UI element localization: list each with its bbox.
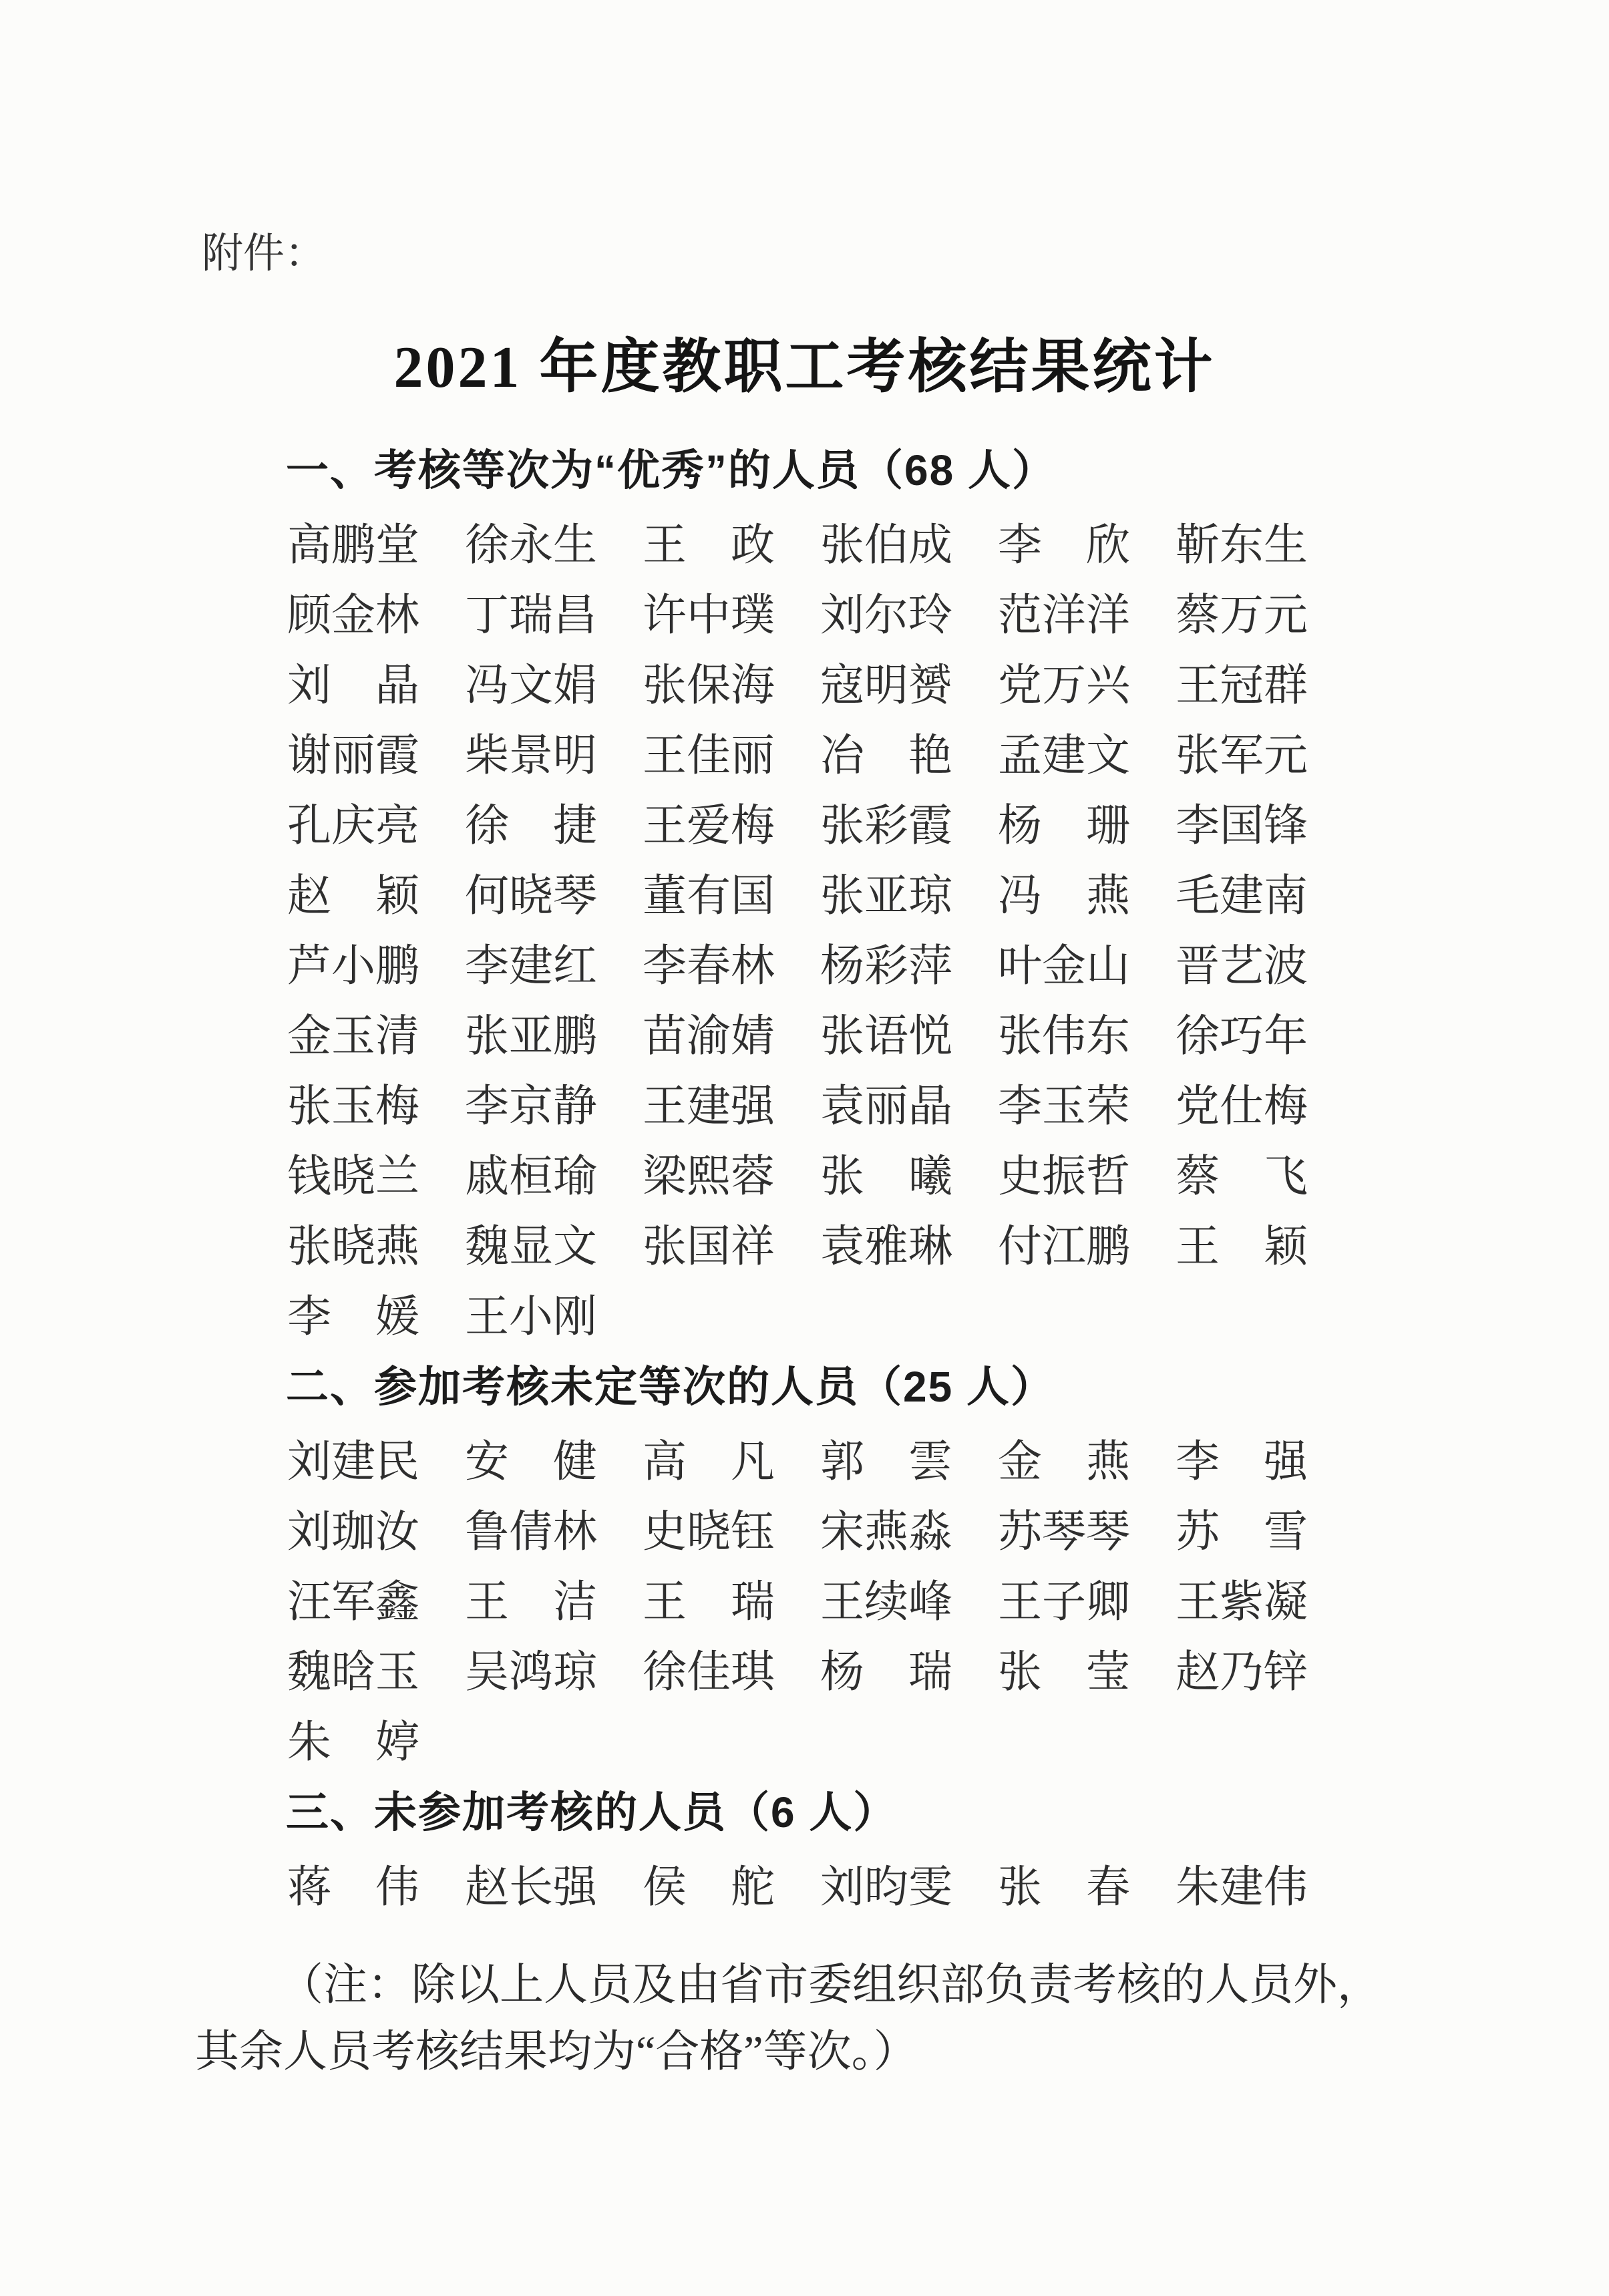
name-cell: 冯 燕: [998, 872, 1130, 921]
name-cell: 赵长强: [465, 1863, 597, 1912]
section-heading: 二、参加考核未定等次的人员（25 人）: [286, 1363, 1055, 1411]
name-cell: 史晓钰: [643, 1508, 775, 1556]
name-cell: 蔡万元: [1176, 591, 1308, 640]
name-cell: 魏显文: [465, 1222, 597, 1271]
name-cell: 蒋 伟: [287, 1863, 419, 1912]
name-cell: 张语悦: [820, 1012, 952, 1061]
name-cell: 高鹏堂: [287, 521, 419, 570]
name-cell: 朱 婷: [287, 1718, 419, 1767]
name-cell: 杨彩萍: [820, 942, 952, 991]
name-cell: 张伯成: [820, 521, 952, 570]
name-cell: 靳东生: [1176, 521, 1308, 570]
name-cell: 刘建民: [287, 1438, 419, 1486]
name-cell: 钱晓兰: [287, 1152, 419, 1201]
name-cell: 徐 捷: [465, 802, 597, 850]
name-cell: 冯文娟: [465, 661, 597, 710]
name-cell: 王 政: [643, 521, 775, 570]
name-cell: 刘昀雯: [820, 1863, 952, 1912]
name-cell: 杨 瑞: [820, 1648, 952, 1697]
name-cell: 柴景明: [465, 731, 597, 780]
name-cell: 宋燕淼: [820, 1508, 952, 1556]
name-cell: 王建强: [643, 1082, 775, 1131]
name-cell: 张 春: [998, 1863, 1130, 1912]
name-cell: 张军元: [1176, 731, 1308, 780]
name-grid: [287, 1852, 1609, 1923]
name-cell: 晋艺波: [1176, 942, 1308, 991]
name-cell: 刘珈汝: [287, 1508, 419, 1556]
name-cell: 李 媛: [287, 1293, 419, 1341]
name-cell: 张国祥: [643, 1222, 775, 1271]
name-cell: 李 强: [1176, 1438, 1308, 1486]
name-cell: 魏晗玉: [287, 1648, 419, 1697]
name-cell: 许中璞: [643, 591, 775, 640]
name-cell: 刘尔玲: [820, 591, 952, 640]
name-cell: 何晓琴: [465, 872, 597, 921]
name-cell: 吴鸿琼: [465, 1648, 597, 1697]
name-cell: 付江鹏: [998, 1222, 1130, 1271]
section-3: [0, 1778, 1609, 1923]
name-cell: 鲁倩林: [465, 1508, 597, 1556]
name-cell: 朱建伟: [1176, 1863, 1308, 1912]
name-cell: 侯 舵: [643, 1863, 775, 1912]
name-grid: [287, 510, 1609, 1352]
name-cell: 顾金林: [287, 591, 419, 640]
name-cell: 王紫凝: [1176, 1578, 1308, 1627]
name-cell: 王子卿: [998, 1578, 1130, 1627]
name-cell: 徐巧年: [1176, 1012, 1308, 1061]
name-cell: 李国锋: [1176, 802, 1308, 850]
name-cell: 梁熙蓉: [643, 1152, 775, 1201]
name-cell: 苗渝婧: [643, 1012, 775, 1061]
name-cell: 毛建南: [1176, 872, 1308, 921]
name-cell: 孟建文: [998, 731, 1130, 780]
name-cell: 赵 颖: [287, 872, 419, 921]
name-cell: 范洋洋: [998, 591, 1130, 640]
name-cell: 寇明赟: [820, 661, 952, 710]
name-cell: 金玉清: [287, 1012, 419, 1061]
name-cell: 李 欣: [998, 521, 1130, 570]
name-grid: [287, 1427, 1609, 1778]
note-paragraph: （注：除以上人员及由省市委组织部负责考核的人员外，其余人员考核结果均为“合格”等次。）: [195, 1961, 1381, 2076]
name-cell: 史振哲: [998, 1152, 1130, 1201]
name-cell: 袁雅琳: [820, 1222, 952, 1271]
sections-container: [0, 436, 1609, 1923]
name-cell: 董有国: [643, 872, 775, 921]
name-cell: 袁丽晶: [820, 1082, 952, 1131]
name-cell: 郭 雲: [820, 1438, 952, 1486]
document-title: 2021 年度教职工考核结果统计: [393, 335, 1216, 400]
name-cell: 蔡 飞: [1176, 1152, 1308, 1201]
name-cell: 芦小鹏: [287, 942, 419, 991]
name-cell: 张晓燕: [287, 1222, 419, 1271]
name-cell: 汪军鑫: [287, 1578, 419, 1627]
name-cell: 苏 雪: [1176, 1508, 1308, 1556]
name-cell: 张亚琼: [820, 872, 952, 921]
section-heading: 一、考核等次为“优秀”的人员（68 人）: [286, 446, 1056, 494]
name-cell: 谢丽霞: [287, 731, 419, 780]
section-heading: 三、未参加考核的人员（6 人）: [286, 1788, 898, 1836]
name-cell: 孔庆亮: [287, 802, 419, 850]
name-cell: 王 洁: [465, 1578, 597, 1627]
name-cell: 赵乃锌: [1176, 1648, 1308, 1697]
attachment-label: 附件：: [202, 231, 327, 277]
name-cell: 张亚鹏: [465, 1012, 597, 1061]
name-cell: 王 颖: [1176, 1222, 1308, 1271]
name-cell: 李京静: [465, 1082, 597, 1131]
name-cell: 王爱梅: [643, 802, 775, 850]
name-cell: 金 燕: [998, 1438, 1130, 1486]
name-cell: 李建红: [465, 942, 597, 991]
name-cell: 张 莹: [998, 1648, 1130, 1697]
name-cell: 张玉梅: [287, 1082, 419, 1131]
name-cell: 丁瑞昌: [465, 591, 597, 640]
name-cell: 叶金山: [998, 942, 1130, 991]
name-cell: 党仕梅: [1176, 1082, 1308, 1131]
name-cell: 戚桓瑜: [465, 1152, 597, 1201]
name-cell: 张保海: [643, 661, 775, 710]
name-cell: 张 曦: [820, 1152, 952, 1201]
section-2: [0, 1352, 1609, 1778]
name-cell: 李春林: [643, 942, 775, 991]
name-cell: 安 健: [465, 1438, 597, 1486]
name-cell: 冶 艳: [820, 731, 952, 780]
name-cell: 王小刚: [465, 1293, 597, 1341]
name-cell: 张彩霞: [820, 802, 952, 850]
name-cell: 王续峰: [820, 1578, 952, 1627]
name-cell: 王冠群: [1176, 661, 1308, 710]
name-cell: 党万兴: [998, 661, 1130, 710]
name-cell: 刘 晶: [287, 661, 419, 710]
name-cell: 苏琴琴: [998, 1508, 1130, 1556]
name-cell: 王 瑞: [643, 1578, 775, 1627]
name-cell: 徐佳琪: [643, 1648, 775, 1697]
name-cell: 徐永生: [465, 521, 597, 570]
name-cell: 高 凡: [643, 1438, 775, 1486]
name-cell: 杨 珊: [998, 802, 1130, 850]
name-cell: 李玉荣: [998, 1082, 1130, 1131]
name-cell: 王佳丽: [643, 731, 775, 780]
section-1: [0, 436, 1609, 1352]
name-cell: 张伟东: [998, 1012, 1130, 1061]
